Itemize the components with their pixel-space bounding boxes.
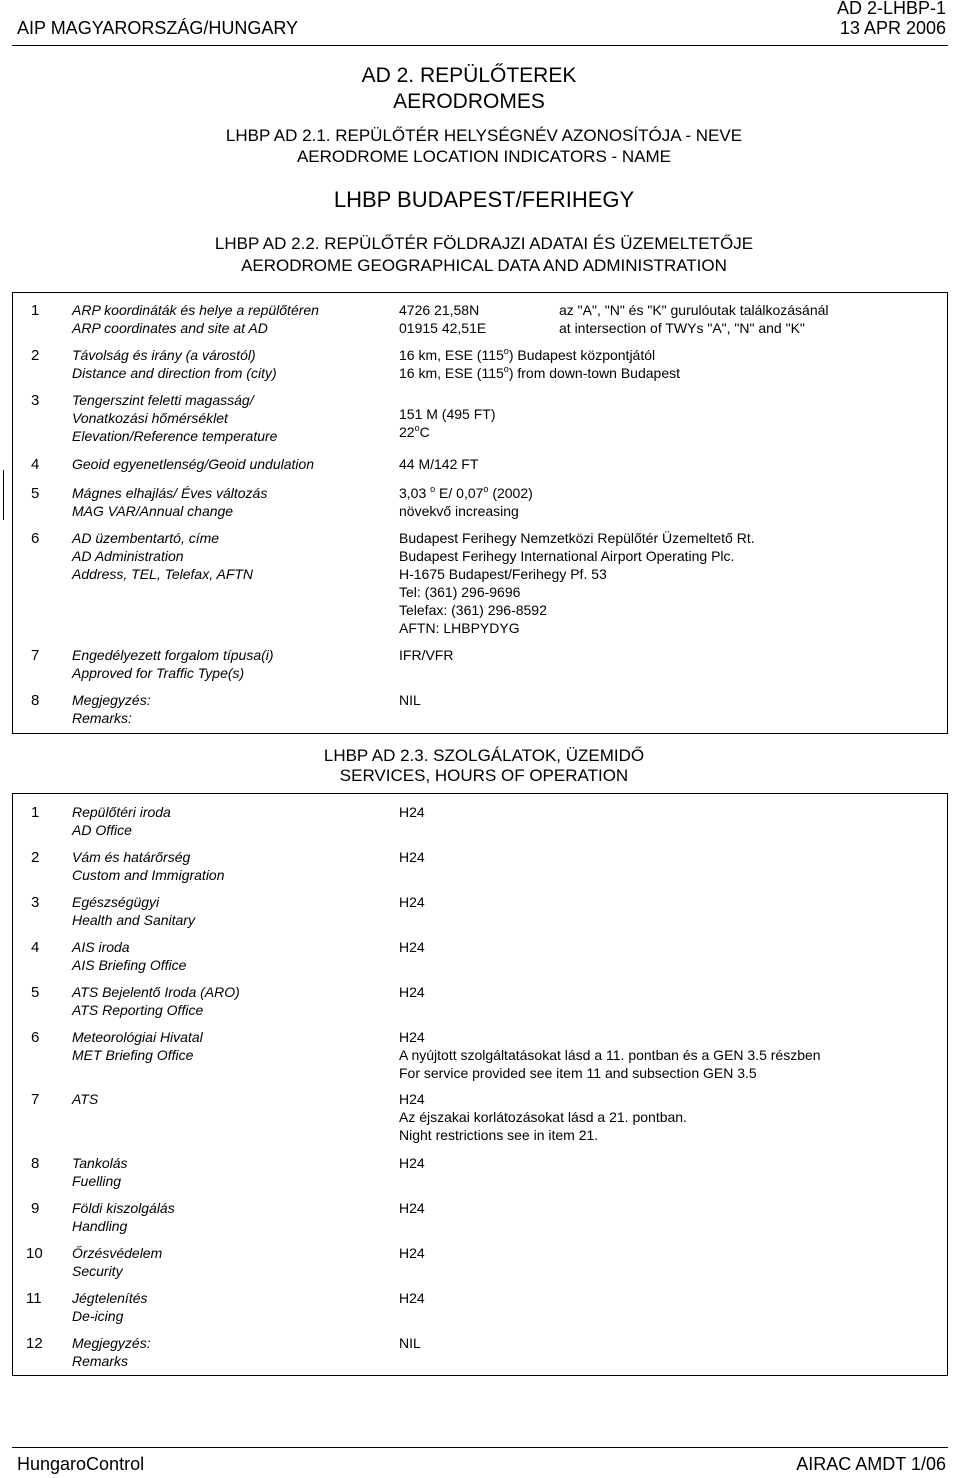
note-line: Az éjszakai korlátozásokat lásd a 21. pontban. (399, 1109, 687, 1125)
hours-value: H24 (399, 849, 425, 865)
postal-address: H-1675 Budapest/Ferihegy Pf. 53 (399, 566, 607, 582)
row-label (72, 938, 186, 974)
row-number: 8 (31, 1155, 40, 1172)
label-line: Földi kiszolgálás (72, 1200, 175, 1216)
row-value (399, 646, 453, 664)
row-number: 4 (31, 456, 40, 473)
section-22-subtitle: AERODROME GEOGRAPHICAL DATA AND ADMINISTRATION (241, 256, 727, 275)
hours-value: H24 (399, 1091, 425, 1107)
row-label (72, 301, 319, 337)
row-value (399, 1154, 425, 1172)
row-value (399, 1090, 687, 1144)
text-part: 16 km, ESE (115 (399, 347, 504, 363)
label-line: Tankolás (72, 1155, 128, 1171)
telephone: Tel: (361) 296-9696 (399, 584, 521, 600)
row-value (399, 803, 425, 821)
row-label (72, 1090, 98, 1108)
label-line: Security (72, 1263, 123, 1279)
traffic-type: IFR/VFR (399, 647, 454, 663)
page-subtitle: AERODROMES (393, 90, 545, 113)
row-value (399, 1334, 421, 1352)
row-number: 9 (31, 1200, 40, 1217)
note-line: Night restrictions see in item 21. (399, 1127, 599, 1143)
row-label (72, 1289, 148, 1325)
operator-name-en: Budapest Ferihegy International Airport Operating Plc. (399, 548, 735, 564)
hours-value: H24 (399, 894, 425, 910)
text-part: C (419, 424, 430, 440)
section-21-subtitle: AERODROME LOCATION INDICATORS - NAME (296, 147, 672, 166)
label-line: Egészségügyi (72, 894, 160, 910)
header-rule (12, 45, 948, 46)
text-part: 3,03 (399, 485, 431, 501)
table-22-top-border (12, 292, 948, 293)
label-line-2: AD Administration (72, 548, 184, 564)
text-part: 151 M (495 FT) (399, 406, 496, 422)
text-part: (2002) (488, 485, 533, 501)
geoid-undulation: 44 M/142 FT (399, 456, 479, 472)
row-label (72, 691, 151, 727)
label-line: Fuelling (72, 1173, 122, 1189)
label-line-hu: Engedélyezett forgalom típusa(i) (72, 647, 274, 663)
label-line-hu: Megjegyzés: (72, 692, 151, 708)
row-number: 1 (31, 804, 40, 821)
table-22-bottom-border (12, 733, 948, 734)
header-left: AIP MAGYARORSZÁG/HUNGARY (17, 18, 299, 38)
row-value (399, 455, 478, 473)
distance-en (399, 364, 680, 382)
section-23-title: LHBP AD 2.3. SZOLGÁLATOK, ÜZEMIDŐ (323, 746, 645, 765)
row-value (399, 301, 486, 337)
magnetic-variation (399, 484, 533, 502)
label-line: Handling (72, 1218, 128, 1234)
row-number: 5 (31, 984, 40, 1001)
row-number: 5 (31, 485, 40, 502)
text-part: 16 km, ESE (115 (399, 365, 504, 381)
row-value (399, 938, 425, 956)
degree-sup: o (430, 484, 436, 494)
row-label (72, 346, 277, 382)
annual-change (399, 502, 533, 520)
label-line: Őrzésvédelem (72, 1245, 163, 1261)
row-number: 2 (31, 849, 40, 866)
revision-bar (3, 470, 4, 520)
hours-value: H24 (399, 1029, 425, 1045)
row-value (399, 848, 425, 866)
label-line: ATS Bejelentő Iroda (ARO) (72, 984, 240, 1000)
label-line: MET Briefing Office (72, 1047, 194, 1063)
hours-value: H24 (399, 804, 425, 820)
table-22-left-border (12, 292, 13, 733)
label-line-en: ARP coordinates and site at AD (72, 320, 268, 336)
text-part: ) from down-town Budapest (508, 365, 681, 381)
degree-sup: o (503, 346, 509, 356)
row-number: 4 (31, 939, 40, 956)
label-line: AIS iroda (72, 939, 130, 955)
label-line-en: Remarks: (72, 710, 132, 726)
row-value (399, 529, 755, 637)
label-line-en: Distance and direction from (city) (72, 365, 277, 381)
hours-value: H24 (399, 1200, 425, 1216)
row-value (399, 893, 425, 911)
label-line: Health and Sanitary (72, 912, 195, 928)
row-label (72, 646, 274, 682)
label-line: AD Office (72, 822, 132, 838)
row-number: 12 (26, 1335, 43, 1352)
label-line: Repülőtéri iroda (72, 804, 171, 820)
aerodrome-name: LHBP BUDAPEST/FERIHEGY (333, 187, 635, 212)
row-number: 7 (31, 647, 40, 664)
table-22-right-border (947, 292, 948, 733)
label-line-1: Tengerszint feletti magasság/ (72, 392, 254, 408)
text-part: ) Budapest központjától (508, 347, 656, 363)
distance-hu (399, 346, 680, 364)
label-line: Remarks (72, 1353, 129, 1369)
row-value-extra (559, 301, 829, 337)
row-number: 6 (31, 530, 40, 547)
header-date: 13 APR 2006 (839, 18, 946, 38)
section-22-title: LHBP AD 2.2. REPÜLŐTÉR FÖLDRAJZI ADATAI ÉS ÜZEMELTETŐJE (214, 234, 754, 253)
row-value (399, 1244, 425, 1262)
label-line-3: Elevation/Reference temperature (72, 428, 278, 444)
remarks-value: NIL (399, 692, 421, 708)
degree-sup: o (503, 364, 509, 374)
header-doc-code: AD 2-LHBP-1 (836, 0, 946, 18)
label-line-3: Address, TEL, Telefax, AFTN (72, 566, 254, 582)
row-value (399, 405, 495, 441)
label-line-hu: Mágnes elhajlás/ Éves változás (72, 485, 268, 501)
row-label (72, 983, 240, 1019)
elevation (399, 405, 495, 423)
section-23-subtitle: SERVICES, HOURS OF OPERATION (339, 766, 629, 785)
row-value (399, 691, 421, 709)
row-value (399, 1028, 821, 1082)
note-line: For service provided see item 11 and subsection GEN 3.5 (399, 1065, 757, 1081)
label-line-2: Vonatkozási hőmérséklet (72, 410, 228, 426)
row-value (399, 1289, 425, 1307)
label-line-1: AD üzembentartó, címe (72, 530, 220, 546)
row-label (72, 1244, 162, 1280)
label-line-hu: Távolság és irány (a várostól) (72, 347, 256, 363)
row-number: 8 (31, 692, 40, 709)
row-label (72, 1199, 175, 1235)
label-line: Custom and Immigration (72, 867, 225, 883)
row-number: 6 (31, 1029, 40, 1046)
table-23-right-border (947, 793, 948, 1375)
label-line-hu: ARP koordináták és helye a repülőtéren (72, 302, 319, 318)
row-number: 1 (31, 302, 40, 319)
table-23-bottom-border (12, 1375, 948, 1376)
row-number: 2 (31, 347, 40, 364)
row-label (72, 1334, 151, 1370)
row-label (72, 529, 253, 583)
label-line: AIS Briefing Office (72, 957, 187, 973)
table-23-left-border (12, 793, 13, 1375)
arp-longitude: 01915 42,51E (399, 320, 487, 336)
aftn-address: AFTN: LHBPYDYG (399, 620, 520, 636)
text-part: növekvő increasing (399, 503, 519, 519)
row-number: 7 (31, 1091, 40, 1108)
hours-value: H24 (399, 984, 425, 1000)
arp-latitude: 4726 21,58N (399, 302, 480, 318)
footer-right: AIRAC AMDT 1/06 (796, 1454, 946, 1474)
row-value (399, 346, 680, 382)
operator-name-hu: Budapest Ferihegy Nemzetközi Repülőtér Üzemeltető Rt. (399, 530, 755, 546)
label-line: Jégtelenítés (72, 1290, 148, 1306)
row-value (399, 1199, 425, 1217)
label-line: ATS (72, 1091, 99, 1107)
hours-value: H24 (399, 939, 425, 955)
label-line: Megjegyzés: (72, 1335, 151, 1351)
row-label (72, 1028, 203, 1064)
label-line: ATS Reporting Office (72, 1002, 204, 1018)
footer-left: HungaroControl (17, 1454, 145, 1474)
row-label (72, 484, 267, 520)
row-label (72, 893, 195, 929)
section-21-title: LHBP AD 2.1. REPÜLŐTÉR HELYSÉGNÉV AZONOSÍTÓJA - NEVE (225, 126, 743, 145)
row-number: 3 (31, 894, 40, 911)
row-label (72, 848, 225, 884)
text-part: 22 (399, 424, 415, 440)
row-number: 3 (31, 392, 40, 409)
footer-rule (12, 1447, 948, 1448)
hours-value: H24 (399, 1245, 425, 1261)
arp-site-en: at intersection of TWYs "A", "N" and "K" (559, 320, 805, 336)
table-23-top-border (12, 793, 948, 794)
label-line: De-icing (72, 1308, 124, 1324)
row-number: 11 (26, 1290, 42, 1307)
hours-value: NIL (399, 1335, 421, 1351)
row-label (72, 1154, 128, 1190)
note-line: A nyújtott szolgáltatásokat lásd a 11. pontban és a GEN 3.5 részben (399, 1047, 821, 1063)
hours-value: H24 (399, 1155, 425, 1171)
row-value (399, 983, 425, 1001)
label-line: Vám és határőrség (72, 849, 191, 865)
degree-sup: o (483, 484, 489, 494)
row-label (72, 803, 171, 839)
hours-value: H24 (399, 1290, 425, 1306)
telefax: Telefax: (361) 296-8592 (399, 602, 547, 618)
reference-temperature (399, 423, 495, 441)
row-label (72, 391, 277, 445)
page-title: AD 2. REPÜLŐTEREK (361, 64, 577, 87)
label-line: Meteorológiai Hivatal (72, 1029, 203, 1045)
label-line: Geoid egyenetlenség/Geoid undulation (72, 456, 315, 472)
row-label (72, 455, 314, 473)
degree-sup: o (414, 423, 420, 433)
arp-site-hu: az "A", "N" és "K" gurulóutak találkozásánál (559, 302, 829, 318)
row-number: 10 (26, 1245, 43, 1262)
label-line-en: Approved for Traffic Type(s) (72, 665, 245, 681)
row-value (399, 484, 533, 520)
text-part: E/ 0,07 (435, 485, 484, 501)
label-line-en: MAG VAR/Annual change (72, 503, 234, 519)
